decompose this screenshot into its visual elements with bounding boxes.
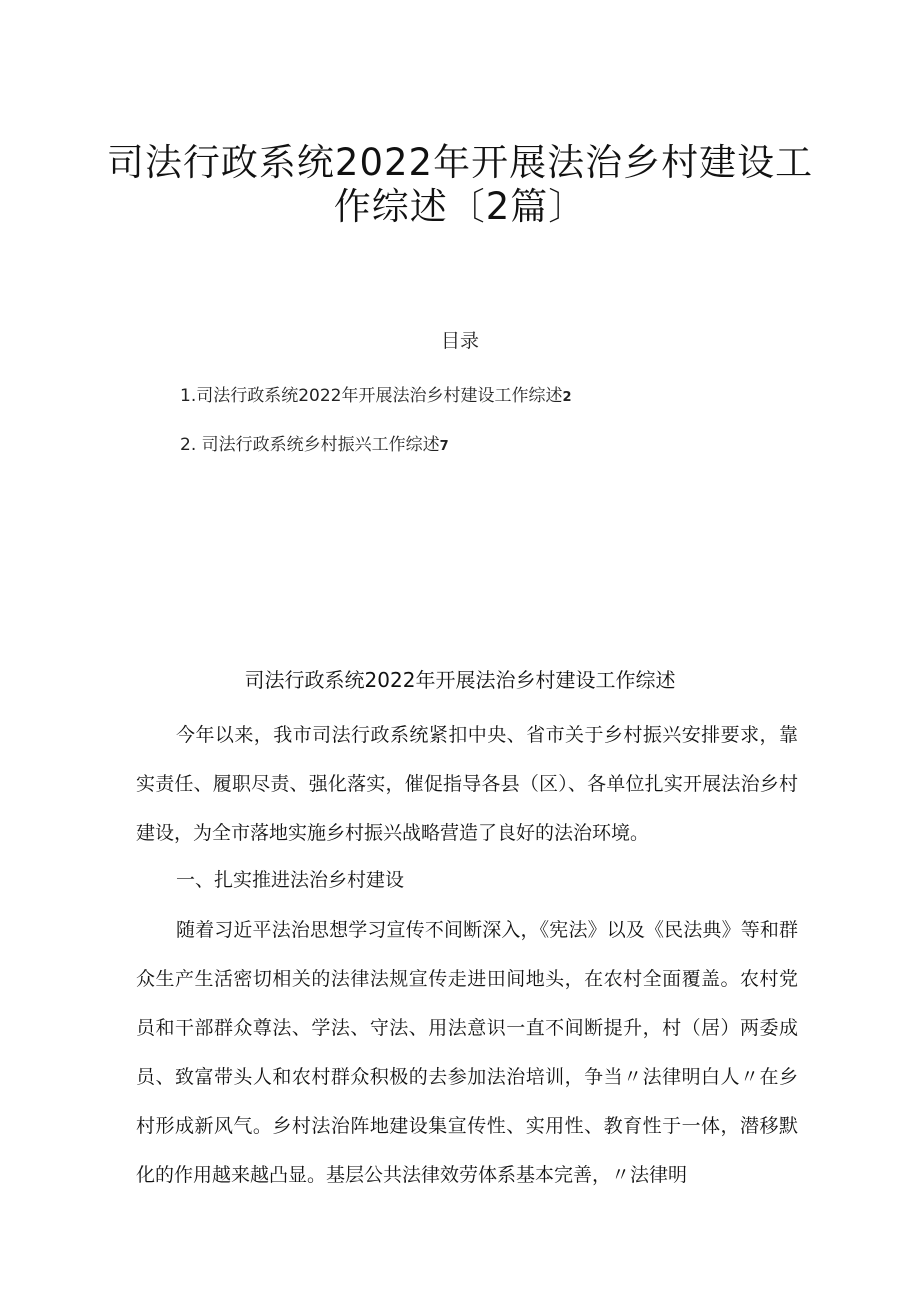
document-title-line-2: 作综述〔2篇〕 <box>333 185 587 228</box>
toc-item-label: 1.司法行政系统2022年开展法治乡村建设工作综述 <box>180 386 563 406</box>
section-body-paragraph: 随着习近平法治思想学习宣传不间断深入，《宪法》以及《民法典》等和群众生产生活密切相关的法律法规宣传走进田间地头，在农村全面覆盖。农村党员和干部群众尊法、学法、守法、用法意识一直不间断提升，村（居）两委成员、致富带头人和农村群众积极的去参加法治培训，争当〃法律明白人〃在乡村形成新风气。乡村法治阵地建设集宣传性、实用性、教育性于一体，潜移默化的作用越来越凸显。基层公共法律效劳体系基本完善，〃法律明 <box>136 919 798 1186</box>
toc-item-2[interactable] <box>180 430 449 455</box>
toc-item-1[interactable] <box>180 381 572 406</box>
section-heading: 一、扎实推进法治乡村建设 <box>176 869 405 891</box>
toc-item-label: 2. 司法行政系统乡村振兴工作综述 <box>180 435 440 455</box>
intro-paragraph: 今年以来，我市司法行政系统紧扣中央、省市关于乡村振兴安排要求，靠实责任、履职尽责、强化落实，催促指导各县（区）、各单位扎实开展法治乡村建设，为全市落地实施乡村振兴战略营造了良好的法治环境。 <box>136 724 798 844</box>
article-title: 司法行政系统2022年开展法治乡村建设工作综述 <box>244 668 676 692</box>
toc-item-page: 2 <box>562 390 572 405</box>
document-title-line-1: 司法行政系统2022年开展法治乡村建设工 <box>106 141 814 184</box>
toc-heading: 目录 <box>440 330 479 352</box>
toc-item-page: 7 <box>439 439 449 454</box>
